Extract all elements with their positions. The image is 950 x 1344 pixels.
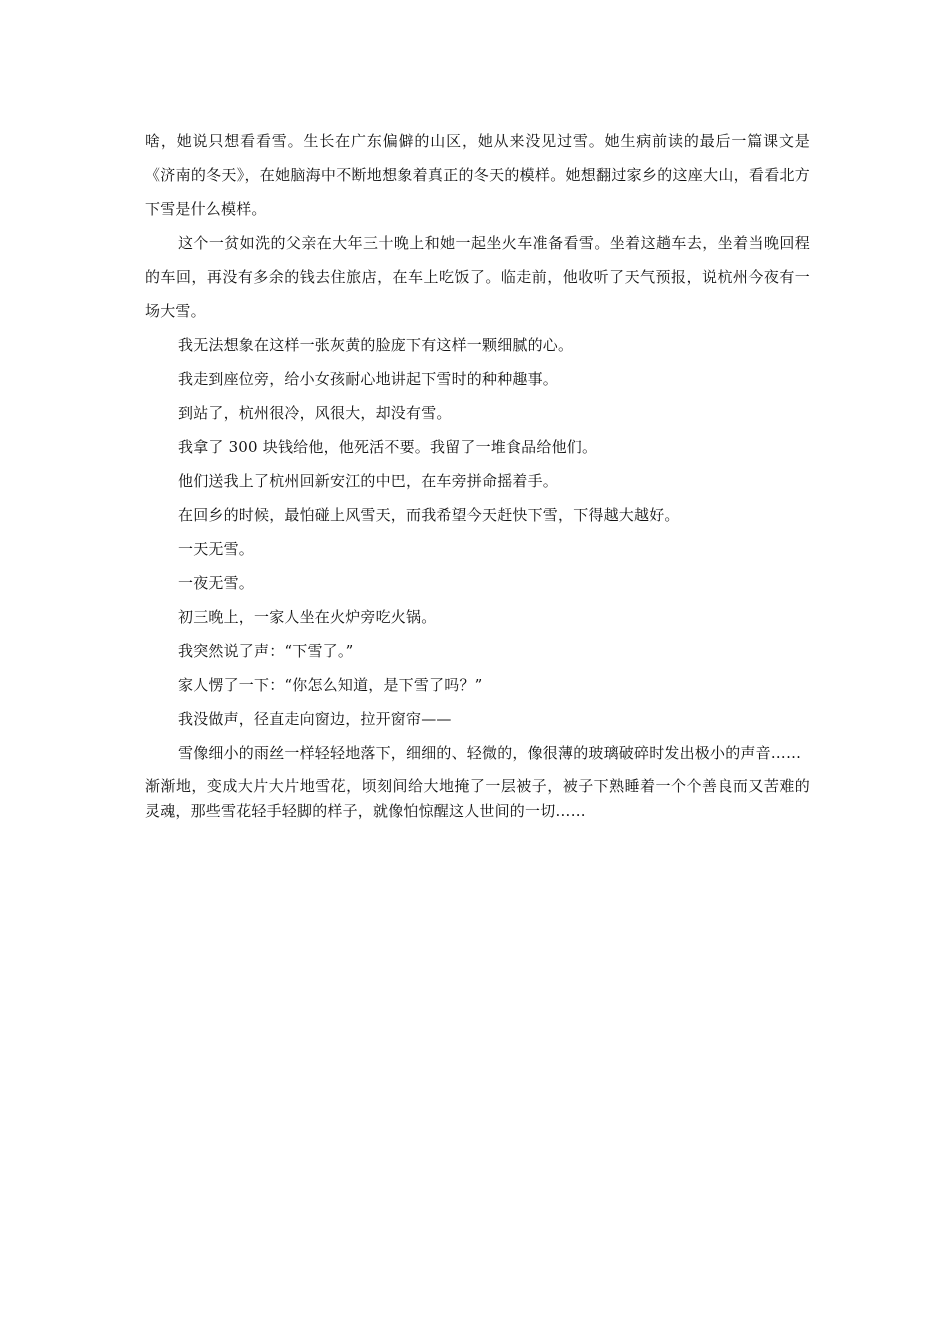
paragraph-14: 我没做声，径直走向窗边，拉开窗帘——: [178, 710, 452, 728]
paragraph-9: 一天无雪。: [178, 540, 255, 558]
paragraph-3: 我无法想象在这样一张灰黄的脸庞下有这样一颗细腻的心。: [178, 336, 574, 354]
paragraph-12: 我突然说了声：“下雪了。”: [178, 642, 354, 660]
paragraph-6: 我拿了 300 块钱给他，他死活不要。我留了一堆食品给他们。: [178, 438, 598, 456]
paragraph-7: 他们送我上了杭州回新安江的中巴，在车旁拼命摇着手。: [178, 472, 559, 490]
paragraph-1: 啥，她说只想看看雪。生长在广东偏僻的山区，她从来没见过雪。她生病前读的最后一篇课文是《济南的冬天》，在她脑海中不断地想象着真正的冬天的模样。她想翻过家乡的这座大山，看看北方下雪是什么模样。: [145, 132, 810, 218]
paragraph-8: 在回乡的时候，最怕碰上风雪天，而我希望今天赶快下雪，下得越大越好。: [178, 506, 680, 524]
story-text: [145, 124, 810, 824]
paragraph-15: 雪像细小的雨丝一样轻轻地落下，细细的、轻微的，像很薄的玻璃破碎时发出极小的声音……: [178, 744, 802, 762]
paragraph-13: 家人愣了一下：“你怎么知道，是下雪了吗？”: [178, 676, 483, 694]
paragraph-10: 一夜无雪。: [178, 574, 255, 592]
paragraph-5: 到站了，杭州很冷，风很大，却没有雪。: [178, 404, 452, 422]
paragraph-11: 初三晚上，一家人坐在火炉旁吃火锅。: [178, 608, 437, 626]
paragraph-2: 这个一贫如洗的父亲在大年三十晚上和她一起坐火车准备看雪。坐着这趟车去，坐着当晚回程的车回，再没有多余的钱去住旅店，在车上吃饭了。临走前，他收听了天气预报，说杭州今夜有一场大雪。: [145, 234, 810, 320]
paragraph-4: 我走到座位旁，给小女孩耐心地讲起下雪时的种种趣事。: [178, 370, 559, 388]
paragraph-16: 渐渐地，变成大片大片地雪花，顷刻间给大地掩了一层被子，被子下熟睡着一个个善良而又苦难的灵魂，那些雪花轻手轻脚的样子，就像怕惊醒这人世间的一切……: [145, 777, 810, 820]
